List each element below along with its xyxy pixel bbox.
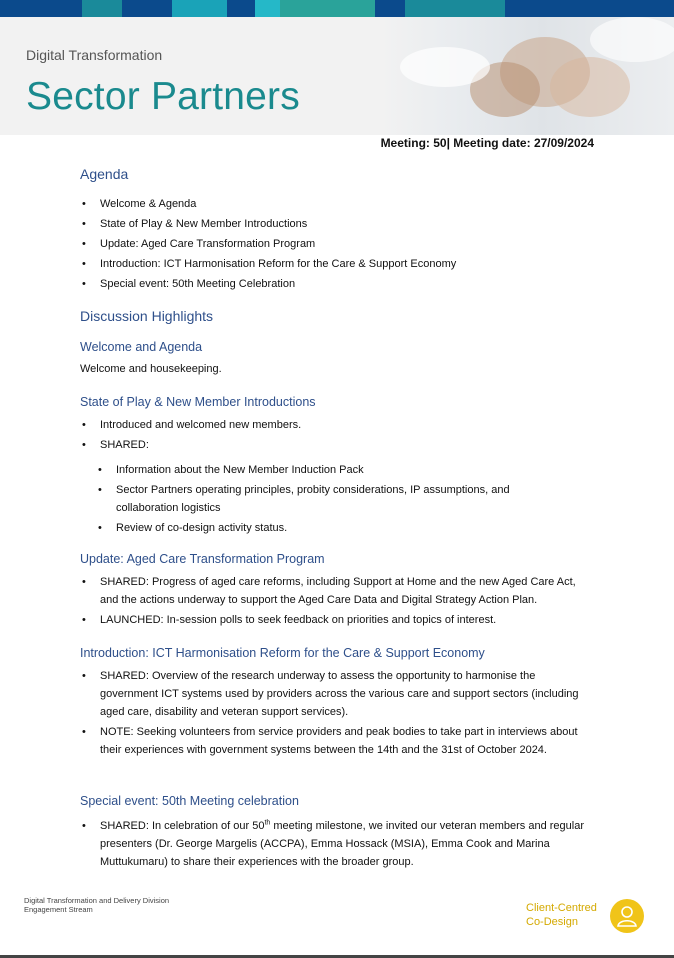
footer-program: Client-Centred Co-Design (526, 902, 597, 928)
color-segment (122, 0, 172, 17)
list-item: • SHARED: Overview of the research underway to assess the opportunity to harmonise the government ICT systems used by providers across the various care and support sectors (including aged care, disability and veteran support services). (80, 667, 590, 721)
footer-division: Digital Transformation and Delivery Division Engagement Stream (24, 896, 170, 914)
state-of-play-heading: State of Play & New Member Introductions (80, 395, 316, 409)
top-color-bar (0, 0, 674, 17)
color-segment (405, 0, 505, 17)
agenda-item: • Introduction: ICT Harmonisation Reform for the Care & Support Economy (80, 255, 590, 273)
state-of-play-list (80, 416, 590, 456)
list-item: • NOTE: Seeking volunteers from service providers and peak bodies to take part in interviews about their experiences with government systems between the 14th and the 31st of October 2024. (80, 723, 590, 759)
welcome-text: Welcome and housekeeping. (80, 363, 222, 375)
list-item: • SHARED: In celebration of our 50th meeting milestone, we invited our veteran members and regular presenters (Dr. George Margelis (ACCPA), Emma Hossack (MSIA), Emma Cook and Marina Muttukumaru) to share their experiences with the broader group. (80, 817, 590, 871)
header-banner (0, 17, 674, 135)
meeting-info: Meeting: 50| Meeting date: 27/09/2024 (380, 136, 594, 150)
aged-care-heading: Update: Aged Care Transformation Program (80, 552, 325, 566)
color-segment (172, 0, 227, 17)
agenda-item: • Special event: 50th Meeting Celebration (80, 275, 590, 293)
color-segment (255, 0, 280, 17)
sub-list-item: • Review of co-design activity status. (96, 519, 546, 537)
color-segment (375, 0, 405, 17)
sub-list-item: • Sector Partners operating principles, probity considerations, IP assumptions, and collaboration logistics (96, 481, 546, 517)
discussion-heading: Discussion Highlights (80, 308, 214, 324)
agenda-item: • State of Play & New Member Introductions (80, 215, 590, 233)
special-event-heading: Special event: 50th Meeting celebration (80, 794, 299, 808)
color-segment (227, 0, 255, 17)
shared-sub-list (96, 461, 546, 539)
aged-care-list (80, 573, 590, 631)
color-segment (82, 0, 122, 17)
welcome-heading: Welcome and Agenda (80, 340, 203, 354)
list-item: • LAUNCHED: In-session polls to seek feedback on priorities and topics of interest. (80, 611, 590, 629)
page-title: Sector Partners (26, 75, 300, 118)
color-segment (0, 0, 82, 17)
ict-list (80, 667, 590, 761)
hands-photo (380, 17, 674, 135)
color-segment (280, 0, 375, 17)
special-event-list (80, 817, 590, 873)
ict-heading: Introduction: ICT Harmonisation Reform for the Care & Support Economy (80, 646, 485, 660)
agenda-item: • Update: Aged Care Transformation Program (80, 235, 590, 253)
agenda-list (80, 195, 590, 295)
document-subtitle: Digital Transformation (26, 47, 163, 63)
agenda-item: • Welcome & Agenda (80, 195, 590, 213)
agenda-heading: Agenda (80, 166, 129, 182)
sub-list-item: • Information about the New Member Induction Pack (96, 461, 546, 479)
list-item: • SHARED: (80, 436, 590, 454)
list-item: • SHARED: Progress of aged care reforms, including Support at Home and the new Aged Care Act, and the actions underway to support the Aged Care Data and Digital Strategy Action Plan. (80, 573, 590, 609)
list-item: • Introduced and welcomed new members. (80, 416, 590, 434)
color-segment (505, 0, 674, 17)
person-icon (610, 899, 644, 933)
